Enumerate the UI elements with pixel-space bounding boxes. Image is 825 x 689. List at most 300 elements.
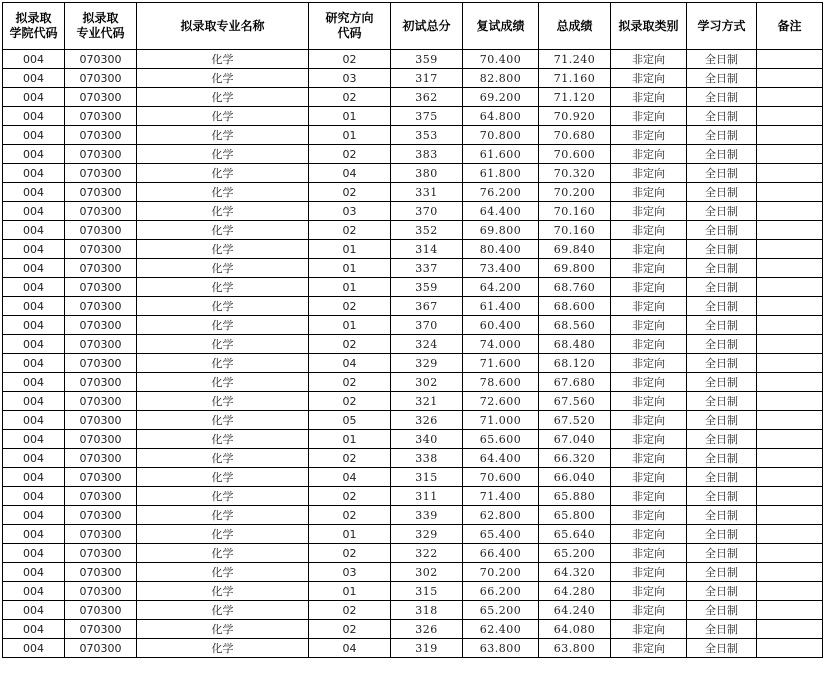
cell-total-score: 70.200 <box>539 183 611 202</box>
cell-admission-type: 非定向 <box>611 259 687 278</box>
cell-study-mode: 全日制 <box>687 392 757 411</box>
cell-retest-score: 70.200 <box>463 563 539 582</box>
cell-remarks <box>757 392 823 411</box>
cell-study-mode: 全日制 <box>687 601 757 620</box>
table-row <box>3 240 823 259</box>
cell-study-mode: 全日制 <box>687 506 757 525</box>
cell-retest-score: 70.400 <box>463 50 539 69</box>
cell-college-code: 004 <box>3 221 65 240</box>
cell-remarks <box>757 164 823 183</box>
cell-initial-score: 321 <box>391 392 463 411</box>
cell-initial-score: 339 <box>391 506 463 525</box>
cell-major-name: 化学 <box>137 525 309 544</box>
cell-remarks <box>757 582 823 601</box>
cell-study-mode: 全日制 <box>687 639 757 658</box>
cell-admission-type: 非定向 <box>611 563 687 582</box>
table-row <box>3 449 823 468</box>
header-major-name: 拟录取专业名称 <box>137 3 309 50</box>
cell-direction-code: 02 <box>309 506 391 525</box>
header-total-score: 总成绩 <box>539 3 611 50</box>
cell-remarks <box>757 373 823 392</box>
cell-admission-type: 非定向 <box>611 202 687 221</box>
cell-total-score: 63.800 <box>539 639 611 658</box>
cell-major-code: 070300 <box>65 506 137 525</box>
cell-direction-code: 02 <box>309 297 391 316</box>
cell-major-name: 化学 <box>137 449 309 468</box>
cell-admission-type: 非定向 <box>611 69 687 88</box>
cell-remarks <box>757 316 823 335</box>
cell-initial-score: 315 <box>391 468 463 487</box>
cell-study-mode: 全日制 <box>687 373 757 392</box>
cell-major-name: 化学 <box>137 335 309 354</box>
cell-total-score: 65.880 <box>539 487 611 506</box>
cell-total-score: 67.520 <box>539 411 611 430</box>
cell-college-code: 004 <box>3 544 65 563</box>
cell-direction-code: 04 <box>309 354 391 373</box>
cell-total-score: 65.800 <box>539 506 611 525</box>
cell-total-score: 64.280 <box>539 582 611 601</box>
cell-remarks <box>757 50 823 69</box>
cell-initial-score: 302 <box>391 563 463 582</box>
cell-remarks <box>757 259 823 278</box>
cell-direction-code: 02 <box>309 544 391 563</box>
cell-admission-type: 非定向 <box>611 392 687 411</box>
cell-initial-score: 340 <box>391 430 463 449</box>
cell-total-score: 66.040 <box>539 468 611 487</box>
cell-retest-score: 64.800 <box>463 107 539 126</box>
cell-study-mode: 全日制 <box>687 335 757 354</box>
cell-direction-code: 01 <box>309 430 391 449</box>
cell-direction-code: 01 <box>309 126 391 145</box>
cell-college-code: 004 <box>3 88 65 107</box>
cell-retest-score: 71.000 <box>463 411 539 430</box>
cell-major-name: 化学 <box>137 240 309 259</box>
cell-study-mode: 全日制 <box>687 525 757 544</box>
cell-major-name: 化学 <box>137 373 309 392</box>
cell-initial-score: 367 <box>391 297 463 316</box>
cell-direction-code: 04 <box>309 468 391 487</box>
cell-retest-score: 65.200 <box>463 601 539 620</box>
cell-major-name: 化学 <box>137 297 309 316</box>
cell-study-mode: 全日制 <box>687 259 757 278</box>
cell-study-mode: 全日制 <box>687 468 757 487</box>
cell-retest-score: 65.400 <box>463 525 539 544</box>
cell-total-score: 65.640 <box>539 525 611 544</box>
table-row <box>3 316 823 335</box>
table-row <box>3 525 823 544</box>
cell-admission-type: 非定向 <box>611 88 687 107</box>
cell-direction-code: 01 <box>309 525 391 544</box>
cell-retest-score: 62.800 <box>463 506 539 525</box>
table-row <box>3 582 823 601</box>
cell-major-name: 化学 <box>137 430 309 449</box>
cell-major-name: 化学 <box>137 563 309 582</box>
cell-major-code: 070300 <box>65 297 137 316</box>
cell-initial-score: 315 <box>391 582 463 601</box>
cell-study-mode: 全日制 <box>687 563 757 582</box>
cell-retest-score: 70.600 <box>463 468 539 487</box>
cell-initial-score: 352 <box>391 221 463 240</box>
cell-initial-score: 383 <box>391 145 463 164</box>
cell-admission-type: 非定向 <box>611 50 687 69</box>
cell-study-mode: 全日制 <box>687 620 757 639</box>
cell-direction-code: 04 <box>309 164 391 183</box>
cell-total-score: 68.480 <box>539 335 611 354</box>
cell-major-name: 化学 <box>137 506 309 525</box>
cell-college-code: 004 <box>3 449 65 468</box>
table-row <box>3 639 823 658</box>
cell-initial-score: 326 <box>391 620 463 639</box>
cell-retest-score: 64.400 <box>463 202 539 221</box>
cell-total-score: 70.680 <box>539 126 611 145</box>
cell-admission-type: 非定向 <box>611 183 687 202</box>
cell-direction-code: 02 <box>309 50 391 69</box>
cell-major-code: 070300 <box>65 468 137 487</box>
cell-initial-score: 362 <box>391 88 463 107</box>
cell-initial-score: 324 <box>391 335 463 354</box>
cell-retest-score: 66.400 <box>463 544 539 563</box>
cell-major-code: 070300 <box>65 411 137 430</box>
table-row <box>3 202 823 221</box>
cell-major-name: 化学 <box>137 69 309 88</box>
cell-major-code: 070300 <box>65 88 137 107</box>
cell-admission-type: 非定向 <box>611 601 687 620</box>
cell-total-score: 68.120 <box>539 354 611 373</box>
cell-retest-score: 71.400 <box>463 487 539 506</box>
cell-initial-score: 370 <box>391 316 463 335</box>
cell-college-code: 004 <box>3 259 65 278</box>
cell-remarks <box>757 107 823 126</box>
cell-retest-score: 74.000 <box>463 335 539 354</box>
table-row <box>3 88 823 107</box>
cell-total-score: 70.160 <box>539 202 611 221</box>
cell-remarks <box>757 639 823 658</box>
cell-admission-type: 非定向 <box>611 240 687 259</box>
cell-retest-score: 64.200 <box>463 278 539 297</box>
cell-major-name: 化学 <box>137 278 309 297</box>
cell-study-mode: 全日制 <box>687 297 757 316</box>
cell-admission-type: 非定向 <box>611 316 687 335</box>
cell-admission-type: 非定向 <box>611 544 687 563</box>
cell-remarks <box>757 620 823 639</box>
cell-remarks <box>757 183 823 202</box>
cell-admission-type: 非定向 <box>611 582 687 601</box>
cell-remarks <box>757 335 823 354</box>
cell-direction-code: 01 <box>309 240 391 259</box>
cell-total-score: 70.920 <box>539 107 611 126</box>
cell-retest-score: 82.800 <box>463 69 539 88</box>
cell-remarks <box>757 544 823 563</box>
cell-admission-type: 非定向 <box>611 411 687 430</box>
cell-major-name: 化学 <box>137 544 309 563</box>
cell-college-code: 004 <box>3 107 65 126</box>
cell-college-code: 004 <box>3 202 65 221</box>
cell-major-code: 070300 <box>65 582 137 601</box>
cell-major-code: 070300 <box>65 107 137 126</box>
cell-major-code: 070300 <box>65 373 137 392</box>
cell-study-mode: 全日制 <box>687 126 757 145</box>
cell-college-code: 004 <box>3 639 65 658</box>
cell-college-code: 004 <box>3 430 65 449</box>
cell-initial-score: 318 <box>391 601 463 620</box>
cell-major-name: 化学 <box>137 221 309 240</box>
table-row <box>3 544 823 563</box>
cell-total-score: 70.160 <box>539 221 611 240</box>
cell-admission-type: 非定向 <box>611 639 687 658</box>
cell-major-name: 化学 <box>137 620 309 639</box>
table-row <box>3 411 823 430</box>
cell-remarks <box>757 145 823 164</box>
cell-initial-score: 338 <box>391 449 463 468</box>
cell-study-mode: 全日制 <box>687 88 757 107</box>
cell-retest-score: 63.800 <box>463 639 539 658</box>
cell-admission-type: 非定向 <box>611 373 687 392</box>
cell-college-code: 004 <box>3 126 65 145</box>
cell-total-score: 71.160 <box>539 69 611 88</box>
cell-major-code: 070300 <box>65 430 137 449</box>
cell-admission-type: 非定向 <box>611 525 687 544</box>
cell-college-code: 004 <box>3 392 65 411</box>
cell-admission-type: 非定向 <box>611 335 687 354</box>
cell-admission-type: 非定向 <box>611 126 687 145</box>
cell-initial-score: 331 <box>391 183 463 202</box>
cell-college-code: 004 <box>3 183 65 202</box>
table-row <box>3 164 823 183</box>
cell-admission-type: 非定向 <box>611 449 687 468</box>
cell-retest-score: 64.400 <box>463 449 539 468</box>
header-remarks: 备注 <box>757 3 823 50</box>
cell-major-code: 070300 <box>65 487 137 506</box>
cell-major-name: 化学 <box>137 88 309 107</box>
cell-direction-code: 03 <box>309 69 391 88</box>
cell-major-name: 化学 <box>137 392 309 411</box>
cell-direction-code: 02 <box>309 620 391 639</box>
cell-direction-code: 01 <box>309 259 391 278</box>
cell-college-code: 004 <box>3 601 65 620</box>
cell-direction-code: 02 <box>309 335 391 354</box>
cell-direction-code: 01 <box>309 278 391 297</box>
cell-remarks <box>757 487 823 506</box>
cell-remarks <box>757 240 823 259</box>
cell-major-code: 070300 <box>65 69 137 88</box>
table-row <box>3 297 823 316</box>
cell-study-mode: 全日制 <box>687 430 757 449</box>
cell-remarks <box>757 563 823 582</box>
cell-admission-type: 非定向 <box>611 354 687 373</box>
cell-study-mode: 全日制 <box>687 411 757 430</box>
table-row <box>3 563 823 582</box>
cell-major-code: 070300 <box>65 145 137 164</box>
cell-direction-code: 02 <box>309 221 391 240</box>
cell-remarks <box>757 449 823 468</box>
cell-remarks <box>757 506 823 525</box>
cell-remarks <box>757 221 823 240</box>
cell-college-code: 004 <box>3 164 65 183</box>
cell-retest-score: 80.400 <box>463 240 539 259</box>
cell-remarks <box>757 430 823 449</box>
cell-retest-score: 60.400 <box>463 316 539 335</box>
cell-initial-score: 319 <box>391 639 463 658</box>
cell-major-name: 化学 <box>137 582 309 601</box>
cell-college-code: 004 <box>3 297 65 316</box>
header-direction-code: 研究方向 代码 <box>309 3 391 50</box>
table-body <box>3 50 823 658</box>
cell-major-name: 化学 <box>137 164 309 183</box>
cell-college-code: 004 <box>3 69 65 88</box>
cell-study-mode: 全日制 <box>687 221 757 240</box>
cell-college-code: 004 <box>3 411 65 430</box>
table-row <box>3 430 823 449</box>
cell-retest-score: 76.200 <box>463 183 539 202</box>
cell-college-code: 004 <box>3 240 65 259</box>
cell-initial-score: 380 <box>391 164 463 183</box>
cell-initial-score: 326 <box>391 411 463 430</box>
cell-major-name: 化学 <box>137 354 309 373</box>
cell-remarks <box>757 202 823 221</box>
cell-major-code: 070300 <box>65 449 137 468</box>
cell-remarks <box>757 525 823 544</box>
cell-remarks <box>757 411 823 430</box>
cell-initial-score: 314 <box>391 240 463 259</box>
header-row <box>3 3 823 50</box>
cell-college-code: 004 <box>3 506 65 525</box>
cell-initial-score: 337 <box>391 259 463 278</box>
cell-total-score: 66.320 <box>539 449 611 468</box>
cell-total-score: 68.600 <box>539 297 611 316</box>
cell-admission-type: 非定向 <box>611 278 687 297</box>
table-row <box>3 126 823 145</box>
cell-total-score: 68.760 <box>539 278 611 297</box>
table-row <box>3 487 823 506</box>
cell-remarks <box>757 278 823 297</box>
cell-admission-type: 非定向 <box>611 297 687 316</box>
table-row <box>3 259 823 278</box>
cell-admission-type: 非定向 <box>611 468 687 487</box>
cell-major-name: 化学 <box>137 259 309 278</box>
cell-study-mode: 全日制 <box>687 69 757 88</box>
table-row <box>3 373 823 392</box>
cell-college-code: 004 <box>3 620 65 639</box>
cell-major-name: 化学 <box>137 107 309 126</box>
cell-study-mode: 全日制 <box>687 449 757 468</box>
cell-major-code: 070300 <box>65 525 137 544</box>
table-row <box>3 145 823 164</box>
cell-total-score: 69.800 <box>539 259 611 278</box>
cell-major-name: 化学 <box>137 145 309 164</box>
cell-college-code: 004 <box>3 487 65 506</box>
cell-remarks <box>757 126 823 145</box>
cell-major-name: 化学 <box>137 468 309 487</box>
cell-major-name: 化学 <box>137 126 309 145</box>
cell-major-code: 070300 <box>65 563 137 582</box>
cell-total-score: 67.560 <box>539 392 611 411</box>
cell-study-mode: 全日制 <box>687 544 757 563</box>
cell-retest-score: 61.400 <box>463 297 539 316</box>
cell-direction-code: 01 <box>309 107 391 126</box>
cell-study-mode: 全日制 <box>687 50 757 69</box>
cell-college-code: 004 <box>3 525 65 544</box>
cell-major-code: 070300 <box>65 202 137 221</box>
cell-direction-code: 02 <box>309 183 391 202</box>
cell-admission-type: 非定向 <box>611 107 687 126</box>
cell-direction-code: 03 <box>309 563 391 582</box>
cell-remarks <box>757 354 823 373</box>
cell-study-mode: 全日制 <box>687 582 757 601</box>
cell-total-score: 65.200 <box>539 544 611 563</box>
cell-remarks <box>757 601 823 620</box>
cell-direction-code: 01 <box>309 316 391 335</box>
header-college-code: 拟录取 学院代码 <box>3 3 65 50</box>
cell-major-code: 070300 <box>65 164 137 183</box>
header-admission-type: 拟录取类别 <box>611 3 687 50</box>
cell-initial-score: 370 <box>391 202 463 221</box>
cell-major-code: 070300 <box>65 278 137 297</box>
cell-remarks <box>757 468 823 487</box>
cell-college-code: 004 <box>3 50 65 69</box>
cell-major-name: 化学 <box>137 183 309 202</box>
cell-admission-type: 非定向 <box>611 430 687 449</box>
cell-total-score: 68.560 <box>539 316 611 335</box>
table-row <box>3 392 823 411</box>
cell-initial-score: 359 <box>391 278 463 297</box>
cell-direction-code: 02 <box>309 145 391 164</box>
cell-college-code: 004 <box>3 373 65 392</box>
cell-initial-score: 353 <box>391 126 463 145</box>
table-row <box>3 278 823 297</box>
cell-major-name: 化学 <box>137 487 309 506</box>
cell-retest-score: 62.400 <box>463 620 539 639</box>
header-initial-score: 初试总分 <box>391 3 463 50</box>
cell-total-score: 64.320 <box>539 563 611 582</box>
cell-direction-code: 02 <box>309 487 391 506</box>
cell-college-code: 004 <box>3 316 65 335</box>
cell-total-score: 71.120 <box>539 88 611 107</box>
cell-study-mode: 全日制 <box>687 278 757 297</box>
cell-major-code: 070300 <box>65 221 137 240</box>
cell-admission-type: 非定向 <box>611 164 687 183</box>
cell-major-code: 070300 <box>65 50 137 69</box>
cell-major-code: 070300 <box>65 392 137 411</box>
cell-college-code: 004 <box>3 278 65 297</box>
cell-direction-code: 02 <box>309 601 391 620</box>
cell-total-score: 64.080 <box>539 620 611 639</box>
cell-admission-type: 非定向 <box>611 620 687 639</box>
cell-total-score: 64.240 <box>539 601 611 620</box>
cell-major-code: 070300 <box>65 259 137 278</box>
cell-study-mode: 全日制 <box>687 487 757 506</box>
cell-college-code: 004 <box>3 563 65 582</box>
cell-admission-type: 非定向 <box>611 221 687 240</box>
cell-retest-score: 71.600 <box>463 354 539 373</box>
cell-direction-code: 02 <box>309 373 391 392</box>
cell-retest-score: 69.800 <box>463 221 539 240</box>
cell-retest-score: 65.600 <box>463 430 539 449</box>
table-row <box>3 601 823 620</box>
cell-total-score: 67.680 <box>539 373 611 392</box>
cell-direction-code: 02 <box>309 392 391 411</box>
admission-table <box>2 2 823 658</box>
cell-direction-code: 05 <box>309 411 391 430</box>
cell-college-code: 004 <box>3 582 65 601</box>
cell-retest-score: 73.400 <box>463 259 539 278</box>
cell-study-mode: 全日制 <box>687 202 757 221</box>
cell-initial-score: 317 <box>391 69 463 88</box>
cell-retest-score: 69.200 <box>463 88 539 107</box>
cell-major-name: 化学 <box>137 202 309 221</box>
cell-total-score: 71.240 <box>539 50 611 69</box>
table-row <box>3 69 823 88</box>
cell-direction-code: 03 <box>309 202 391 221</box>
